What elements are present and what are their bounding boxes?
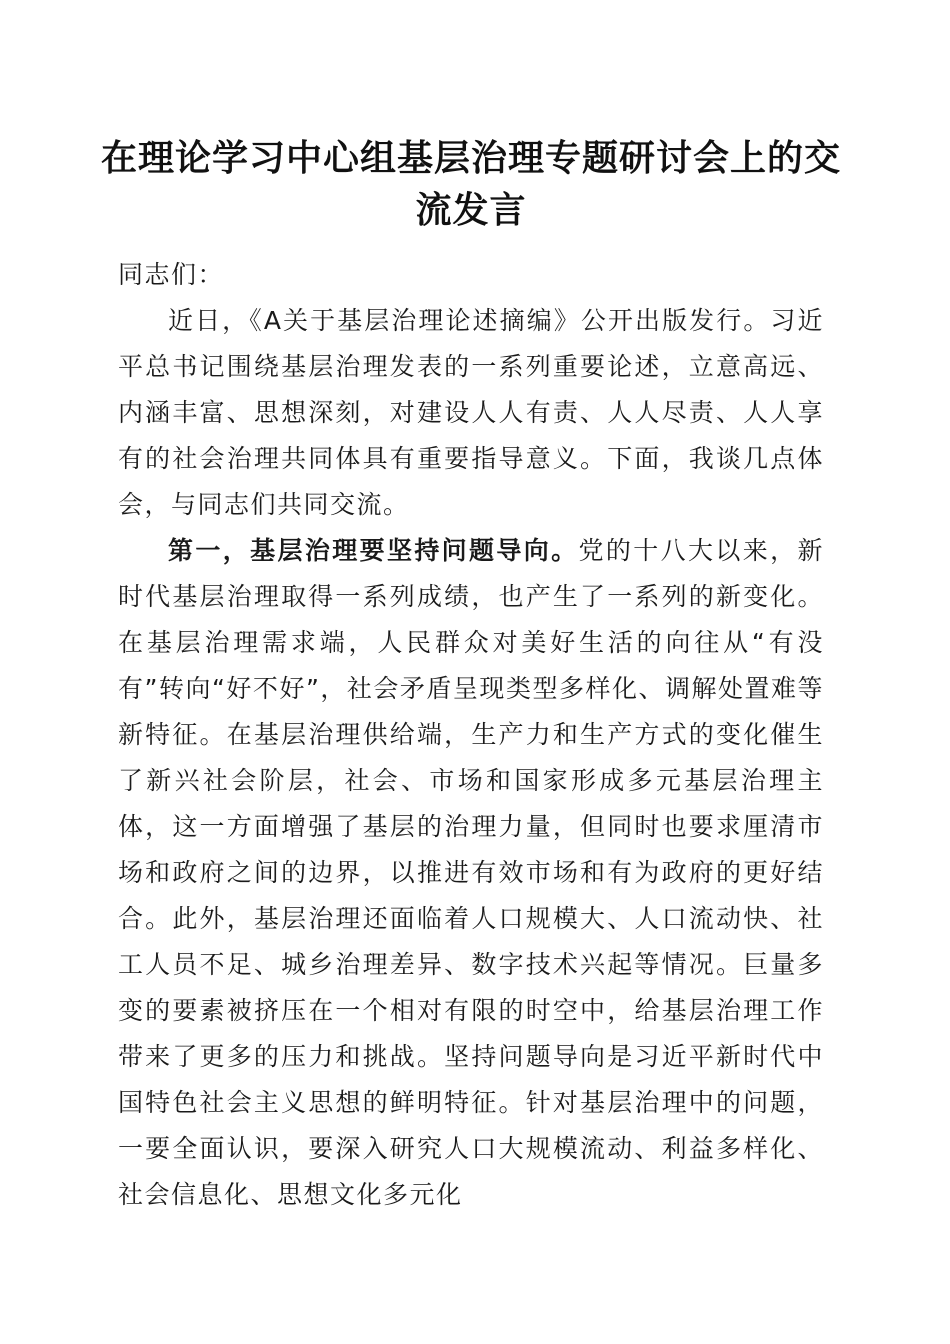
paragraph-intro xyxy=(118,298,824,528)
salutation: 同志们： xyxy=(118,260,225,289)
paragraph-lead: 第一，基层治理要坚持问题导向。 xyxy=(168,536,579,565)
paragraph-text: 近日，《A关于基层治理论述摘编》公开出版发行。习近平总书记围绕基层治理发表的一系列重要论述，立意高远、内涵丰富、思想深刻，对建设人人有责、人人尽责、人人享有的社会治理共同体具有重要指导意义。下面，我谈几点体会，与同志们共同交流。 xyxy=(118,306,824,519)
document-body xyxy=(118,252,824,1218)
paragraph-point-one xyxy=(118,528,824,1218)
document-title: 在理论学习中心组基层治理专题研讨会上的交流发言 xyxy=(100,137,841,231)
paragraph-text: 党的十八大以来，新时代基层治理取得一系列成绩，也产生了一系列的新变化。在基层治理需求端，人民群众对美好生活的向往从“有没有”转向“好不好”，社会矛盾呈现类型多样化、调解处置难等新特征。在基层治理供给端，生产力和生产方式的变化催生了新兴社会阶层，社会、市场和国家形成多元基层治理主体，这一方面增强了基层的治理力量，但同时也要求厘清市场和政府之间的边界，以推进有效市场和有为政府的更好结合。此外，基层治理还面临着人口规模大、人口流动快、社工人员不足、城乡治理差异、数字技术兴起等情况。巨量多变的要素被挤压在一个相对有限的时空中，给基层治理工作带来了更多的压力和挑战。坚持问题导向是习近平新时代中国特色社会主义思想的鲜明特征。针对基层治理中的问题，一要全面认识，要深入研究人口大规模流动、利益多样化、社会信息化、思想文化多元化 xyxy=(118,536,824,1209)
